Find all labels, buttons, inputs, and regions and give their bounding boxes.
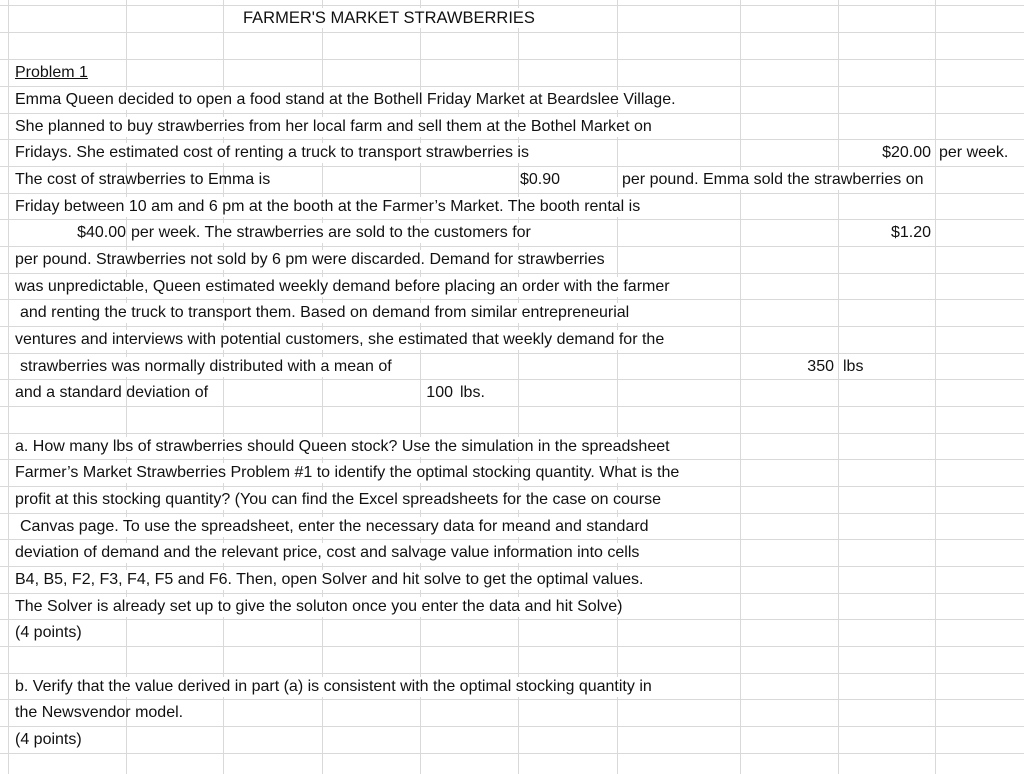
unit-cell[interactable]: per week. — [939, 144, 1009, 161]
row-border — [0, 32, 1024, 33]
row-border — [0, 699, 1024, 700]
row-border — [0, 219, 1024, 220]
question-a-line[interactable]: a. How many lbs of strawberries should Queen stock? Use the simulation in the spreadsheet — [15, 438, 670, 455]
question-b-line[interactable]: b. Verify that the value derived in part (a) is consistent with the optimal stocking quantity in — [15, 678, 652, 695]
text-cell[interactable]: per pound. Strawberries not sold by 6 pm were discarded. Demand for strawberries — [15, 251, 605, 268]
row-border — [0, 353, 1024, 354]
question-b-points[interactable]: (4 points) — [15, 731, 82, 748]
row-border — [0, 433, 1024, 434]
column-border — [935, 0, 936, 774]
strawberry-cost-cell[interactable]: $0.90 — [519, 171, 560, 188]
column-border — [8, 0, 9, 774]
question-a-line[interactable]: The Solver is already set up to give the soluton once you enter the data and hit Solve) — [15, 598, 623, 615]
row-border — [0, 619, 1024, 620]
question-a-points[interactable]: (4 points) — [15, 624, 82, 641]
text-cell[interactable]: The cost of strawberries to Emma is — [15, 171, 271, 188]
sheet-title[interactable]: FARMER'S MARKET STRAWBERRIES — [243, 9, 535, 27]
question-b-line[interactable]: the Newsvendor model. — [15, 704, 184, 721]
row-border — [0, 299, 1024, 300]
text-cell[interactable]: per week. The strawberries are sold to the customers for — [131, 224, 531, 241]
unit-cell[interactable]: lbs. — [460, 384, 485, 401]
std-deviation-cell[interactable]: 100 — [426, 384, 453, 401]
row-border — [0, 193, 1024, 194]
row-border — [0, 539, 1024, 540]
row-border — [0, 246, 1024, 247]
unit-cell[interactable]: lbs — [843, 358, 864, 375]
question-a-line[interactable]: profit at this stocking quantity? (You can find the Excel spreadsheets for the case on course — [15, 491, 662, 508]
question-a-line[interactable]: Canvas page. To use the spreadsheet, enter the necessary data for meand and standard — [20, 518, 649, 535]
row-border — [0, 513, 1024, 514]
row-border — [0, 646, 1024, 647]
text-cell[interactable]: Fridays. She estimated cost of renting a truck to transport strawberries is — [15, 144, 529, 161]
row-border — [0, 593, 1024, 594]
row-border — [0, 406, 1024, 407]
text-cell[interactable]: and a standard deviation of — [15, 384, 209, 401]
row-border — [0, 673, 1024, 674]
problem-heading[interactable]: Problem 1 — [15, 64, 88, 81]
row-border — [0, 459, 1024, 460]
row-border — [0, 753, 1024, 754]
question-a-line[interactable]: Farmer’s Market Strawberries Problem #1 to identify the optimal stocking quantity. What is the — [15, 464, 680, 481]
selling-price-cell[interactable]: $1.20 — [890, 224, 931, 241]
row-border — [0, 486, 1024, 487]
column-border — [740, 0, 741, 774]
question-a-line[interactable]: deviation of demand and the relevant price, cost and salvage value information into cells — [15, 544, 640, 561]
text-cell[interactable]: was unpredictable, Queen estimated weekly demand before placing an order with the farmer — [15, 278, 670, 295]
mean-demand-cell[interactable]: 350 — [807, 358, 834, 375]
row-border — [0, 566, 1024, 567]
truck-cost-cell[interactable]: $20.00 — [882, 144, 931, 161]
row-border — [0, 379, 1024, 380]
text-cell[interactable]: She planned to buy strawberries from her local farm and sell them at the Bothel Market on — [15, 118, 652, 135]
booth-rental-cell[interactable]: $40.00 — [77, 224, 126, 241]
text-cell[interactable]: Emma Queen decided to open a food stand at the Bothell Friday Market at Beardslee Village. — [15, 91, 676, 108]
row-border — [0, 139, 1024, 140]
row-border — [0, 326, 1024, 327]
row-border — [0, 166, 1024, 167]
text-cell[interactable]: ventures and interviews with potential customers, she estimated that weekly demand for the — [15, 331, 665, 348]
row-border — [0, 86, 1024, 87]
row-border — [0, 726, 1024, 727]
question-a-line[interactable]: B4, B5, F2, F3, F4, F5 and F6. Then, open Solver and hit solve to get the optimal values. — [15, 571, 644, 588]
text-cell[interactable]: strawberries was normally distributed with a mean of — [20, 358, 392, 375]
row-border — [0, 273, 1024, 274]
text-cell[interactable]: per pound. Emma sold the strawberries on — [622, 171, 924, 188]
row-border — [0, 113, 1024, 114]
text-cell[interactable]: Friday between 10 am and 6 pm at the booth at the Farmer’s Market. The booth rental is — [15, 198, 641, 215]
text-cell[interactable]: and renting the truck to transport them. Based on demand from similar entrepreneurial — [20, 304, 630, 321]
row-border — [0, 59, 1024, 60]
row-border — [0, 5, 1024, 6]
column-border — [838, 0, 839, 774]
